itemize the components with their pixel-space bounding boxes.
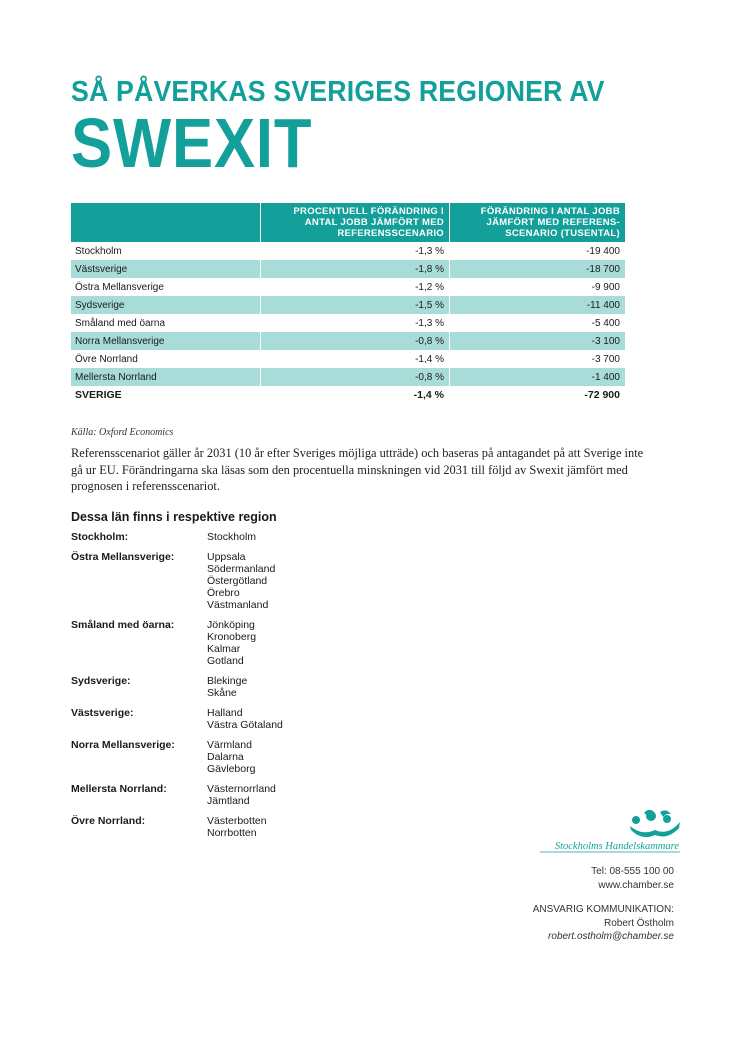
table-header-row xyxy=(71,203,625,242)
region-cell: Mellersta Norrland xyxy=(71,368,261,386)
county: Gotland xyxy=(207,655,244,667)
region-impact-table xyxy=(71,203,625,404)
percent-cell: -1,3 % xyxy=(261,242,450,260)
region-name: Övre Norrland: xyxy=(71,815,146,827)
logo-text: Stockholms Handelskammare xyxy=(554,841,679,852)
jobs-cell: -18 700 xyxy=(450,260,626,278)
website-link[interactable]: www.chamber.se xyxy=(598,879,674,891)
region-cell: Västsverige xyxy=(71,260,261,278)
region-cell: Stockholm xyxy=(71,242,261,260)
list-item xyxy=(71,531,391,543)
percent-cell: -1,2 % xyxy=(261,278,450,296)
table-row xyxy=(71,350,625,368)
jobs-cell: -9 900 xyxy=(591,281,620,293)
table-row xyxy=(71,368,625,386)
source-note: Källa: Oxford Economics xyxy=(71,427,174,438)
county: Dalarna xyxy=(207,751,244,763)
percent-cell: -1,5 % xyxy=(261,296,450,314)
title-line-1: SÅ PÅVERKAS SVERIGES REGIONER AV xyxy=(71,76,605,108)
county: Norrbotten xyxy=(207,827,257,839)
table-total-row xyxy=(71,386,625,404)
county: Uppsala xyxy=(207,551,246,563)
regions-heading: Dessa län finns i respektive region xyxy=(71,510,277,524)
jobs-cell: -11 400 xyxy=(450,296,626,314)
jobs-cell: -3 100 xyxy=(450,332,626,350)
county-list xyxy=(207,815,267,839)
list-item xyxy=(71,551,391,611)
jobs-cell: -72 900 xyxy=(584,389,620,401)
county: Stockholm xyxy=(207,531,257,543)
county: Halland xyxy=(207,707,243,719)
jobs-cell: -1 400 xyxy=(450,368,626,386)
county: Blekinge xyxy=(207,675,248,687)
county-list xyxy=(207,531,256,543)
county: Örebro xyxy=(207,587,240,599)
region-cell: Östra Mellansverige xyxy=(71,278,261,296)
percent-cell: -1,4 % xyxy=(261,350,450,368)
region-name: Västsverige: xyxy=(71,707,134,719)
percent-cell: -1,4 % xyxy=(261,386,450,404)
column-header-region xyxy=(71,203,261,242)
title-line-2: SWEXIT xyxy=(71,104,313,182)
list-item xyxy=(71,619,391,667)
county: Västerbotten xyxy=(207,815,267,827)
region-name: Norra Mellansverige: xyxy=(71,739,175,751)
region-cell: SVERIGE xyxy=(71,386,261,404)
list-item xyxy=(71,815,391,839)
contact-block xyxy=(533,865,674,944)
county: Jönköping xyxy=(207,619,255,631)
table-row xyxy=(71,242,625,260)
county: Västernorrland xyxy=(207,783,276,795)
list-item xyxy=(71,707,391,731)
county-list xyxy=(207,707,283,731)
region-cell: Småland med öarna xyxy=(71,314,261,332)
region-name: Sydsverige: xyxy=(71,675,131,687)
table-row xyxy=(71,278,625,296)
county: Södermanland xyxy=(207,563,276,575)
contact-name: Robert Östholm xyxy=(603,917,674,929)
region-name: Mellersta Norrland: xyxy=(71,783,167,795)
list-item xyxy=(71,783,391,807)
jobs-cell: -5 400 xyxy=(591,317,620,329)
county: Östergötland xyxy=(207,575,268,587)
county: Gävleborg xyxy=(207,763,256,775)
table-row xyxy=(71,260,625,278)
county-list xyxy=(207,783,276,807)
table-row xyxy=(71,296,625,314)
county: Jämtland xyxy=(207,795,250,807)
table-row xyxy=(71,332,625,350)
email-link[interactable]: robert.ostholm@chamber.se xyxy=(548,931,674,942)
percent-cell: -0,8 % xyxy=(261,332,450,350)
contact-role: ANSVARIG KOMMUNIKATION: xyxy=(532,904,674,915)
region-cell: Sydsverige xyxy=(71,296,261,314)
region-name: Östra Mellansverige: xyxy=(71,551,175,563)
county: Kalmar xyxy=(207,643,241,655)
phone-text: Tel: 08-555 100 00 xyxy=(591,866,674,877)
county-list xyxy=(207,675,247,699)
chamber-logo xyxy=(540,808,680,854)
list-item xyxy=(71,675,391,699)
region-cell: Norra Mellansverige xyxy=(71,332,261,350)
county: Värmland xyxy=(207,739,252,751)
county: Västra Götaland xyxy=(207,719,283,731)
county: Kronoberg xyxy=(207,631,257,643)
jobs-cell: -3 700 xyxy=(591,353,620,365)
percent-cell: -0,8 % xyxy=(261,368,450,386)
jobs-cell: -19 400 xyxy=(586,245,620,257)
region-cell: Övre Norrland xyxy=(71,350,261,368)
crown-icon xyxy=(630,810,680,837)
region-name: Stockholm: xyxy=(71,531,129,543)
column-header-jobs: FÖRÄNDRING I ANTAL JOBB JÄMFÖRT MED REFERENS-SCENARIO (TUSENTAL) xyxy=(450,203,626,242)
list-item xyxy=(71,739,391,775)
region-list xyxy=(71,531,391,847)
county-list xyxy=(207,551,275,611)
percent-cell: -1,8 % xyxy=(261,260,450,278)
county: Västmanland xyxy=(207,599,269,611)
body-paragraph: Referensscenariot gäller år 2031 (10 år efter Sveriges möjliga utträde) och baseras på antagandet på att Sverige inte gå ur EU. Förändringarna ska läsas som den procentuella minskningen vid 2031 till följd av Swexit jämfört med prognosen i referensscenariot. xyxy=(71,446,644,493)
percent-cell: -1,3 % xyxy=(261,314,450,332)
county: Skåne xyxy=(207,687,237,699)
column-header-percent: PROCENTUELL FÖRÄNDRING I ANTAL JOBB JÄMFÖRT MED REFERENSSCENARIO xyxy=(261,203,450,242)
table-row xyxy=(71,314,625,332)
county-list xyxy=(207,739,255,775)
county-list xyxy=(207,619,256,667)
region-name: Småland med öarna: xyxy=(71,619,175,631)
